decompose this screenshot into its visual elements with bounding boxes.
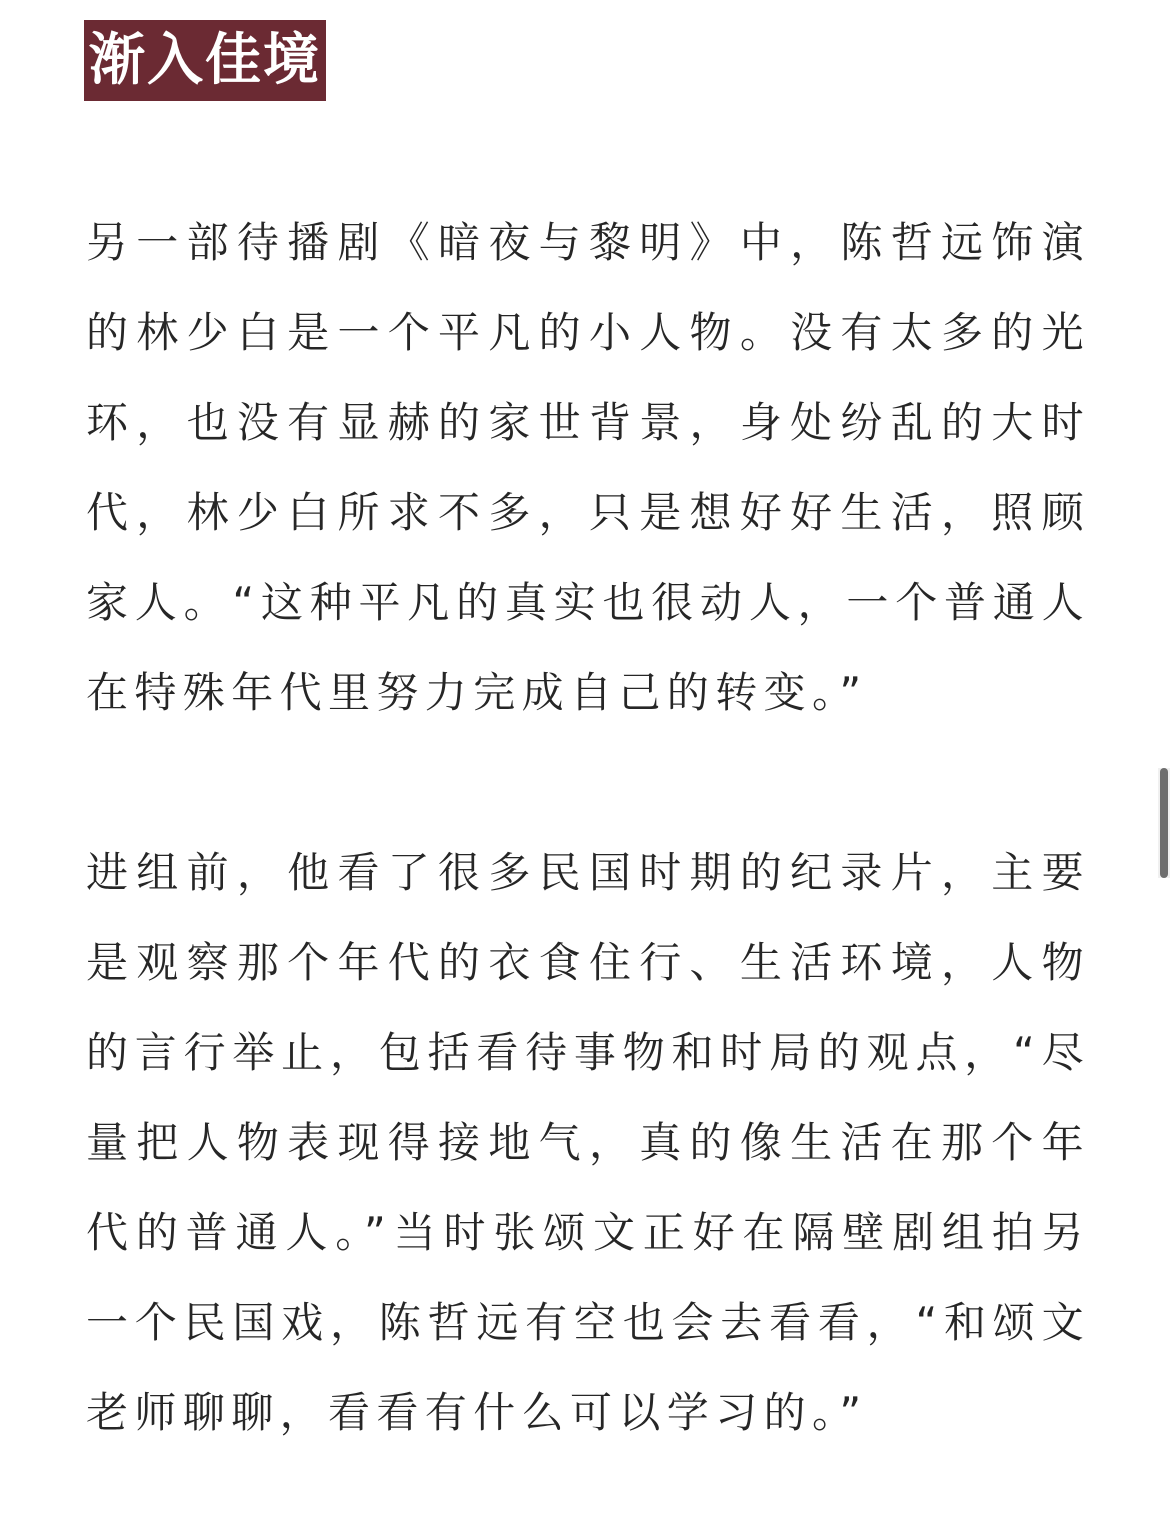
scrollbar[interactable] xyxy=(1158,768,1170,878)
article-paragraph: 进组前，他看了很多民国时期的纪录片，主要是观察那个年代的衣食住行、生活环境，人物的言行举止，包括看待事物和时局的观点，“尽量把人物表现得接地气，真的像生活在那个年代的普通人。”当时张颂文正好在隔壁剧组拍另一个民国戏，陈哲远有空也会去看看，“和颂文老师聊聊，看看有什么可以学习的。” xyxy=(86,848,1090,1437)
scrollbar-thumb[interactable] xyxy=(1160,768,1168,878)
article-paragraph: 另一部待播剧《暗夜与黎明》中，陈哲远饰演的林少白是一个平凡的小人物。没有太多的光环，也没有显赫的家世背景，身处纷乱的大时代，林少白所求不多，只是想好好生活，照顾家人。“这种平凡的真实也很动人，一个普通人在特殊年代里努力完成自己的转变。” xyxy=(86,218,1090,717)
article-body xyxy=(86,198,1090,1458)
section-title: 渐入佳境 xyxy=(84,20,326,101)
